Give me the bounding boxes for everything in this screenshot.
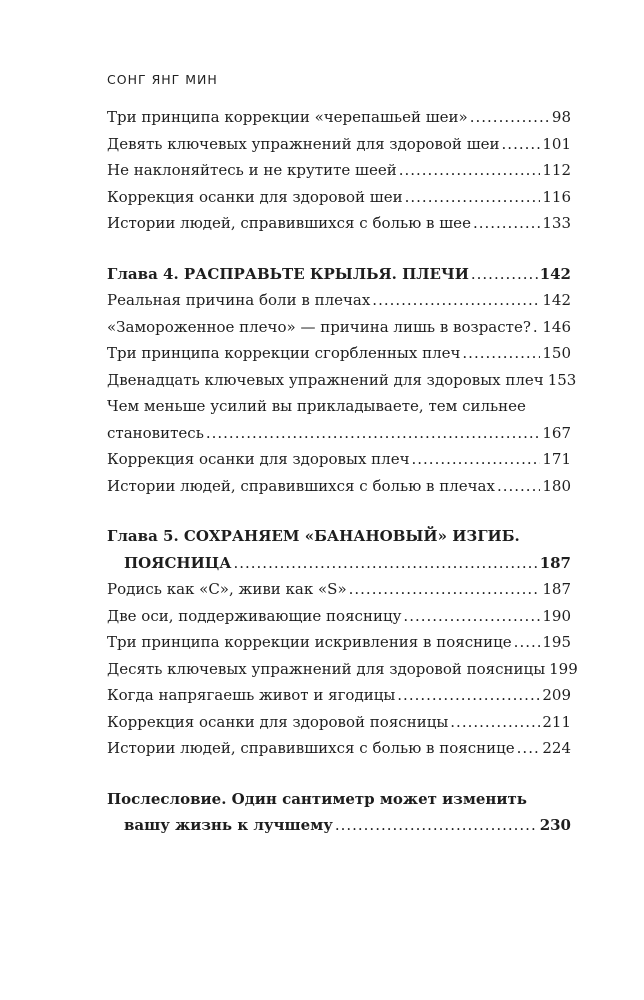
toc-entry <box>107 446 571 473</box>
toc-entry-page: 199 <box>549 659 578 678</box>
dot-leader <box>462 340 540 367</box>
toc-entry-title: Истории людей, справившихся с болью в пояснице <box>107 739 515 757</box>
toc-entry-title: Коррекция осанки для здоровых плеч <box>107 450 410 468</box>
afterword-title-line1: Послесловие. Один сантиметр может изменить <box>107 789 527 808</box>
toc-entry-page: 209 <box>542 686 571 704</box>
toc-entry-page: 146 <box>542 317 571 336</box>
toc-entry-page: 180 <box>542 476 571 495</box>
toc-entry-page: 153 <box>547 370 577 389</box>
toc-entry-title: «Замороженное плечо» — причина лишь в возрасте? <box>107 317 531 336</box>
toc-entry <box>107 287 571 314</box>
dot-leader <box>233 550 537 577</box>
toc-entry-page: 150 <box>542 344 571 362</box>
toc-entry <box>107 367 577 394</box>
toc-entry <box>107 656 578 683</box>
section-gap <box>107 762 571 786</box>
dot-leader <box>470 104 550 131</box>
toc-entry-page: 190 <box>542 606 571 625</box>
toc-entry-title: Три принципа коррекции сгорбленных плеч <box>107 344 461 362</box>
toc-entry-page: 171 <box>542 450 571 468</box>
toc-entry-page: 142 <box>542 291 571 309</box>
toc-chapter-heading <box>107 261 571 288</box>
dot-leader <box>206 420 541 447</box>
toc-entry-page: 101 <box>542 134 571 153</box>
toc-entry <box>107 473 571 500</box>
toc-entry <box>107 576 571 603</box>
toc-entry-title: Не наклоняйтесь и не крутите шеей <box>107 161 397 179</box>
section-gap <box>107 499 571 523</box>
dot-leader <box>335 812 538 839</box>
toc-entry-page: 195 <box>542 633 571 651</box>
toc-entry-page: 112 <box>542 161 571 179</box>
toc-entry-title: Двенадцать ключевых упражнений для здоровых плеч <box>107 370 544 389</box>
toc-entry-title-line1: Чем меньше усилий вы прикладываете, тем сильнее <box>107 397 526 415</box>
toc-entry-page: 211 <box>542 712 571 731</box>
dot-leader <box>450 709 540 736</box>
dot-leader <box>514 629 541 656</box>
toc-entry <box>107 340 571 367</box>
toc-entry-title: Когда напрягаешь живот и ягодицы <box>107 686 396 704</box>
dot-leader <box>397 682 540 709</box>
afterword-page: 230 <box>539 816 571 834</box>
toc-entry-title: Три принципа коррекции «черепашьей шеи» <box>107 108 468 126</box>
toc-entry <box>107 314 571 341</box>
dot-leader <box>403 603 540 630</box>
dot-leader <box>399 157 541 184</box>
dot-leader <box>517 735 541 762</box>
toc-entry-title: Три принципа коррекции искривления в пояснице <box>107 633 512 651</box>
chapter-title: ПОЯСНИЦА <box>124 553 232 572</box>
afterword-title: вашу жизнь к лучшему <box>124 816 333 834</box>
toc-entry-title: Коррекция осанки для здоровой поясницы <box>107 712 449 731</box>
toc-entry-title: Истории людей, справившихся с болью в шее <box>107 214 471 232</box>
toc-entry-page: 98 <box>551 108 571 126</box>
toc-entry <box>107 682 571 709</box>
toc-entry <box>107 735 571 762</box>
toc-entry <box>107 629 571 656</box>
toc-entry-page: 187 <box>542 580 571 598</box>
toc-entry-page: 167 <box>542 423 571 442</box>
dot-leader <box>533 314 540 341</box>
dot-leader <box>471 261 538 288</box>
chapter-title-line1: Глава 5. СОХРАНЯЕМ «БАНАНОВЫЙ» ИЗГИБ. <box>107 527 520 545</box>
dot-leader <box>497 473 540 500</box>
toc-entry <box>107 420 571 447</box>
table-of-contents <box>107 104 578 839</box>
toc-afterword-heading <box>107 812 571 839</box>
toc-entry-page: 133 <box>542 214 571 232</box>
section-gap <box>107 237 571 261</box>
dot-leader <box>473 210 540 237</box>
toc-entry-title: Десять ключевых упражнений для здоровой поясницы <box>107 659 546 678</box>
toc-entry <box>107 603 571 630</box>
dot-leader <box>502 131 541 158</box>
toc-entry <box>107 104 571 131</box>
chapter-title: Глава 4. РАСПРАВЬТЕ КРЫЛЬЯ. ПЛЕЧИ <box>107 264 469 283</box>
toc-entry <box>107 131 571 158</box>
toc-entry-page: 116 <box>542 187 571 206</box>
toc-entry <box>107 709 571 736</box>
toc-entry-title: Девять ключевых упражнений для здоровой шеи <box>107 134 500 153</box>
toc-entry <box>107 210 571 237</box>
chapter-page: 142 <box>539 264 571 283</box>
dot-leader <box>349 576 541 603</box>
toc-entry-title: Две оси, поддерживающие поясницу <box>107 606 402 625</box>
toc-entry-title: Родись как «С», живи как «S» <box>107 580 347 598</box>
toc-entry-title: Истории людей, справившихся с болью в плечах <box>107 476 495 495</box>
dot-leader <box>412 446 541 473</box>
toc-entry-page: 224 <box>542 739 571 757</box>
toc-entry-title: Коррекция осанки для здоровой шеи <box>107 187 403 206</box>
running-head: СОНГ ЯНГ МИН <box>107 72 218 87</box>
dot-leader <box>372 287 540 314</box>
toc-entry-title: Реальная причина боли в плечах <box>107 291 371 309</box>
dot-leader <box>405 184 541 211</box>
toc-entry <box>107 157 571 184</box>
toc-entry-title: становитесь <box>107 423 204 442</box>
chapter-page: 187 <box>539 553 571 572</box>
toc-chapter-heading <box>107 550 571 577</box>
toc-entry <box>107 184 571 211</box>
